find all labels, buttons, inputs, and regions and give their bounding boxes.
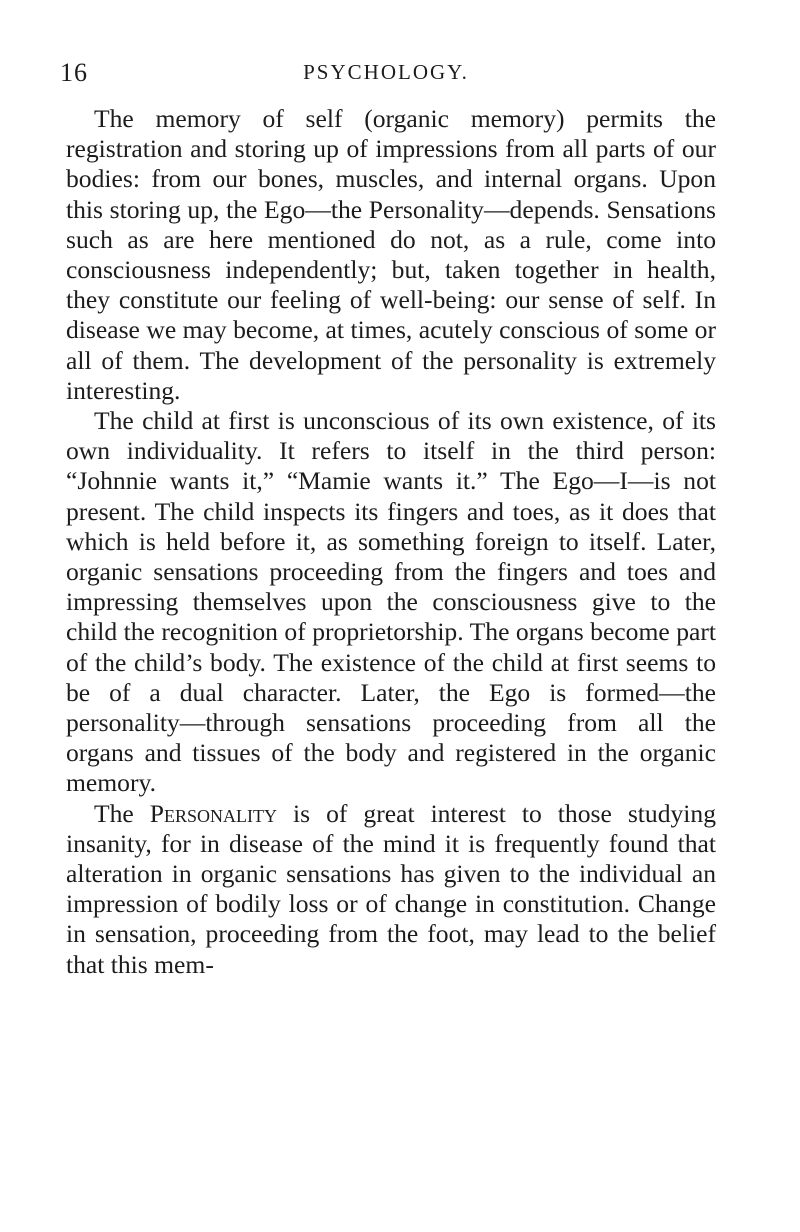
running-title: PSYCHOLOGY. — [303, 60, 469, 84]
paragraph-child-development: The child at first is unconscious of its own existence, of its own individuality. It refers to itself in the third person: “Johnnie wants it,” “Mamie wants it.” The Ego—I—is not present. The child inspects its fingers and toes, as it does that which is held before it, as something foreign to itself. Later, organic sensations proceeding from the fingers and toes and impressing themselves upon the consciousness give to the child the recognition of proprietorship. The organs become part of the child’s body. The existence of the child at first seems to be of a dual character. Later, the Ego is formed—the personality—through sensations proceeding from all the organs and tissues of the body and registered in the organic memory. — [66, 406, 716, 798]
paragraph-personality-insanity — [66, 799, 716, 980]
paragraph-lead: The — [94, 798, 150, 828]
body-text — [66, 104, 716, 980]
page-number: 16 — [60, 58, 88, 87]
running-head — [60, 58, 712, 88]
term-personality: Personality — [149, 798, 278, 828]
paragraph-continuation: is of great interest to those studying insanity, for in disease of the mind it is frequently found that alteration in organic sensations has given to the individual an impression of bodily loss or of change in constitution. Change in sensation, proceeding from the foot, may lead to the belief that this mem- — [66, 798, 716, 979]
paragraph-organic-memory: The memory of self (organic memory) permits the registration and storing up of impressions from all parts of our bodies: from our bones, muscles, and internal organs. Upon this storing up, the Ego—the Personality—depends. Sensations such as are here mentioned do not, as a rule, come into consciousness independently; but, taken together in health, they constitute our feeling of well-being: our sense of self. In disease we may become, at times, acutely conscious of some or all of them. The development of the personality is extremely interesting. — [66, 104, 716, 405]
